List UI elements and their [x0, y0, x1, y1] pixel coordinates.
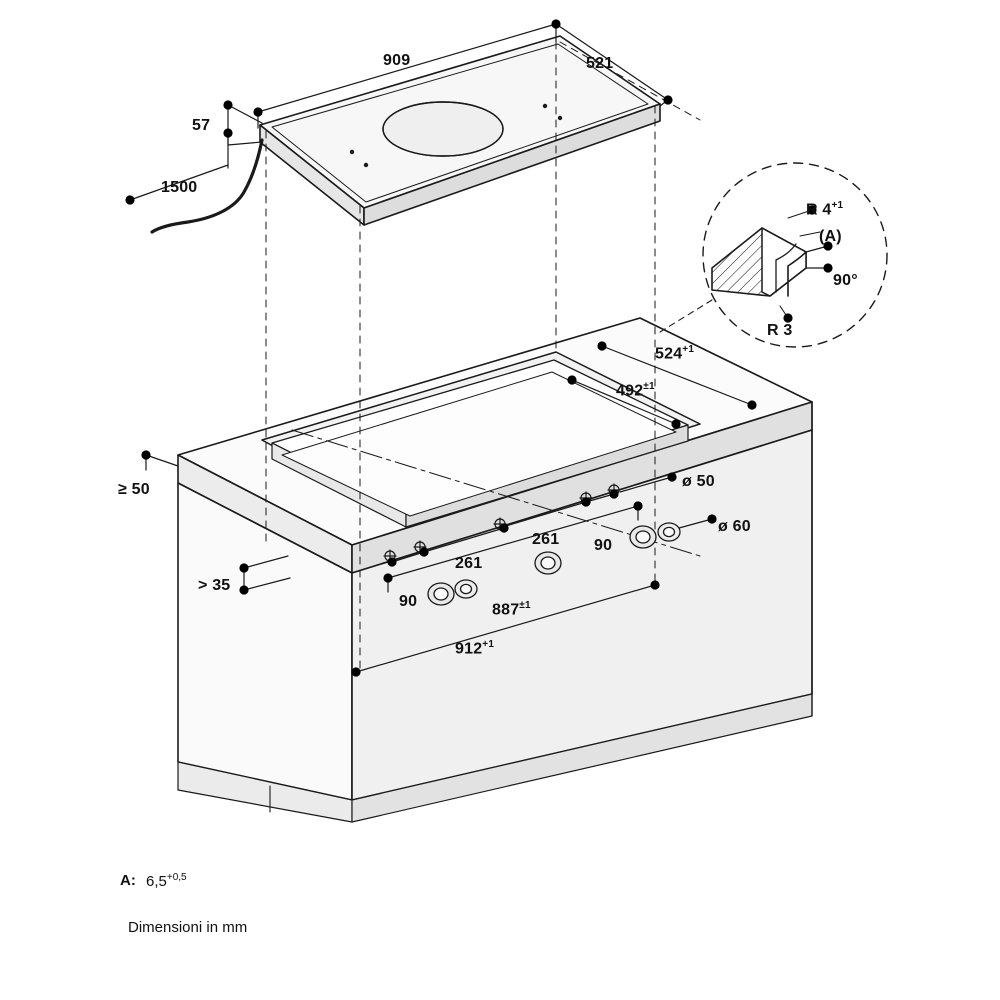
dimension-height-57: 57: [192, 117, 211, 134]
footer-a-key: A:: [120, 872, 136, 889]
dimension-outer-width: $912^{+1}$: [455, 639, 495, 658]
dimension-width-top: 909: [383, 52, 411, 69]
detail-radius-r3: R 3: [767, 322, 793, 339]
dimension-offset-90-right: 90: [594, 537, 613, 554]
dimension-depth-top: 521: [586, 55, 614, 72]
dimension-hole-d50: ø 50: [682, 473, 715, 490]
dimension-min-50: ≥ 50: [118, 481, 150, 498]
dimension-cutout-depth: $524^{+1}$: [655, 344, 695, 363]
dimension-offset-90-left: 90: [399, 593, 418, 610]
dimension-spacing-261-left: 261: [455, 555, 483, 572]
dimension-min-35: > 35: [198, 577, 231, 594]
dimension-inner-depth: $492^{\pm 1}$: [616, 381, 655, 400]
dimension-spacing-261-right: 261: [532, 531, 560, 548]
detail-radius-r4: R $4^{+1}$: [806, 200, 844, 219]
detail-callout-a: [660, 163, 887, 347]
detail-label-a: (A): [819, 228, 842, 245]
detail-angle-90deg: 90°: [833, 272, 858, 289]
dimension-hole-d60: ø 60: [718, 518, 751, 535]
dimension-cable-1500: 1500: [161, 179, 198, 196]
dimension-cutout-width: $887^{\pm 1}$: [492, 600, 531, 619]
footer-a-value: $6,5^{+0,5}$: [146, 872, 187, 890]
worktop-cabinet: [178, 318, 812, 822]
footer-units-note: Dimensioni in mm: [128, 919, 248, 936]
